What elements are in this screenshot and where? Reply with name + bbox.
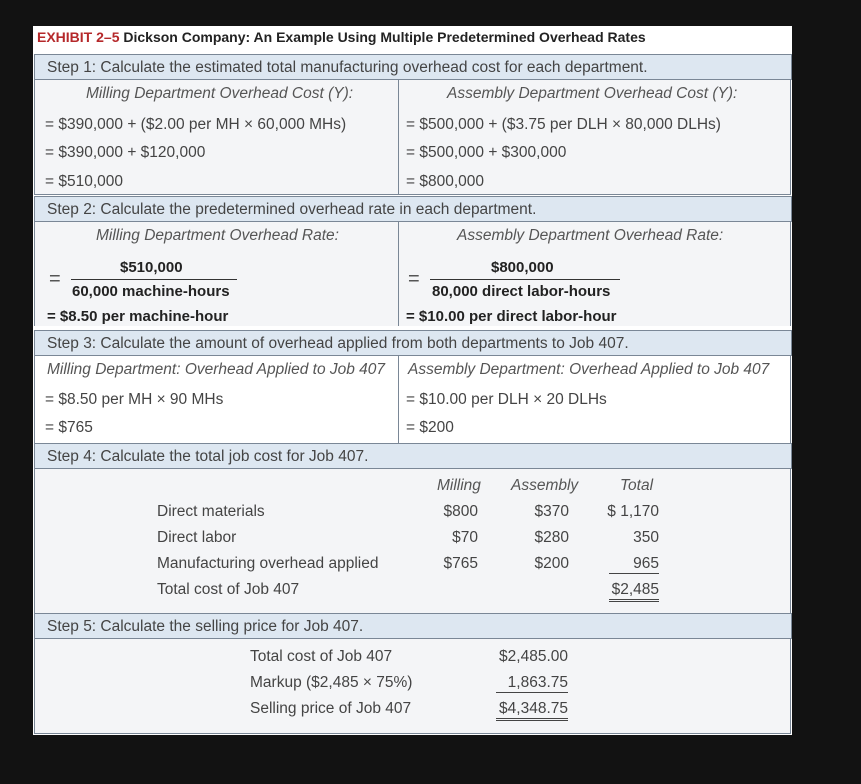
step5-selling-label: Selling price of Job 407 — [250, 700, 412, 717]
step5-heading: Step 5: Calculate the selling price for Job 407. — [47, 618, 364, 635]
step2-assembly-equals: = — [408, 268, 420, 290]
step2-assembly-result: = $10.00 per direct labor-hour — [406, 308, 617, 325]
step3-milling-line-2: = $765 — [45, 419, 93, 436]
step5-row-label: Markup ($2,485 × 75%) — [250, 674, 413, 691]
step1-milling-line-2: = $390,000 + $120,000 — [45, 144, 206, 161]
step5-row-value: 1,863.75 — [496, 674, 568, 693]
step2-assembly-title: Assembly Department Overhead Rate: — [457, 227, 724, 244]
step2-heading: Step 2: Calculate the predetermined overhead rate in each department. — [47, 201, 537, 218]
step5-body — [34, 639, 791, 734]
step4-col-assembly: Assembly — [511, 477, 579, 494]
step1-milling-line-1: = $390,000 + ($2.00 per MH × 60,000 MHs) — [45, 116, 347, 133]
step2-assembly-denominator: 80,000 direct labor-hours — [432, 283, 611, 300]
step2-divider — [398, 222, 399, 326]
step3-assembly-title: Assembly Department: Overhead Applied to Job 407 — [408, 361, 770, 378]
step5-heading-row — [34, 613, 792, 639]
step4-row-total: $ 1,170 — [607, 503, 659, 520]
step1-heading-row — [34, 54, 792, 80]
step2-milling-result: = $8.50 per machine-hour — [47, 308, 229, 325]
step4-col-total: Total — [620, 477, 654, 494]
step4-heading-row — [34, 443, 792, 469]
step4-heading: Step 4: Calculate the total job cost for Job 407. — [47, 448, 369, 465]
step3-heading-row — [34, 330, 792, 356]
step1-assembly-title: Assembly Department Overhead Cost (Y): — [447, 85, 738, 102]
step3-assembly-line-2: = $200 — [406, 419, 454, 436]
step2-heading-row — [34, 196, 792, 222]
step1-bottom-rule — [34, 194, 791, 195]
step3-heading: Step 3: Calculate the amount of overhead applied from both departments to Job 407. — [47, 335, 629, 352]
step3-milling-title: Milling Department: Overhead Applied to Job 407 — [47, 361, 386, 378]
step2-milling-title: Milling Department Overhead Rate: — [96, 227, 339, 244]
step4-row-milling: $70 — [452, 529, 478, 546]
step2-assembly-fraction-bar — [430, 279, 620, 280]
step4-row-assembly: $200 — [534, 555, 569, 572]
step3-assembly-line-1: = $10.00 per DLH × 20 DLHs — [406, 391, 607, 408]
step4-row-milling: $800 — [443, 503, 478, 520]
step4-row-label: Direct labor — [157, 529, 237, 546]
step2-milling-equals: = — [49, 268, 61, 290]
step3-milling-line-1: = $8.50 per MH × 90 MHs — [45, 391, 224, 408]
step1-divider — [398, 80, 399, 195]
step4-row-label: Direct materials — [157, 503, 265, 520]
step4-row-milling: $765 — [443, 555, 478, 572]
step4-body — [34, 469, 791, 614]
step4-total-value: $2,485 — [609, 581, 659, 602]
step2-milling-numerator: $510,000 — [120, 259, 183, 276]
step1-assembly-line-2: = $500,000 + $300,000 — [406, 144, 567, 161]
exhibit-label: EXHIBIT 2–5 — [37, 29, 120, 45]
step2-assembly-numerator: $800,000 — [491, 259, 554, 276]
step4-row-assembly: $280 — [534, 529, 569, 546]
step5-row-value: $2,485.00 — [499, 648, 568, 665]
step4-total-label: Total cost of Job 407 — [157, 581, 300, 598]
step1-assembly-line-1: = $500,000 + ($3.75 per DLH × 80,000 DLHs) — [406, 116, 721, 133]
step1-heading: Step 1: Calculate the estimated total manufacturing overhead cost for each department. — [47, 59, 648, 76]
step1-milling-line-3: = $510,000 — [45, 173, 124, 190]
step5-row-label: Total cost of Job 407 — [250, 648, 393, 665]
exhibit-panel — [33, 26, 792, 735]
step4-row-assembly: $370 — [534, 503, 569, 520]
step4-row-total: 965 — [609, 555, 659, 574]
exhibit-title-text: Dickson Company: An Example Using Multiple Predetermined Overhead Rates — [123, 29, 646, 45]
step4-row-total: 350 — [633, 529, 659, 546]
step5-selling-value: $4,348.75 — [496, 700, 568, 721]
step2-milling-denominator: 60,000 machine-hours — [72, 283, 230, 300]
step3-divider — [398, 356, 399, 443]
step4-col-milling: Milling — [437, 477, 481, 494]
exhibit-title — [37, 29, 646, 45]
step2-milling-fraction-bar — [71, 279, 237, 280]
step1-assembly-line-3: = $800,000 — [406, 173, 485, 190]
step4-row-label: Manufacturing overhead applied — [157, 555, 379, 572]
step1-milling-title: Milling Department Overhead Cost (Y): — [86, 85, 354, 102]
